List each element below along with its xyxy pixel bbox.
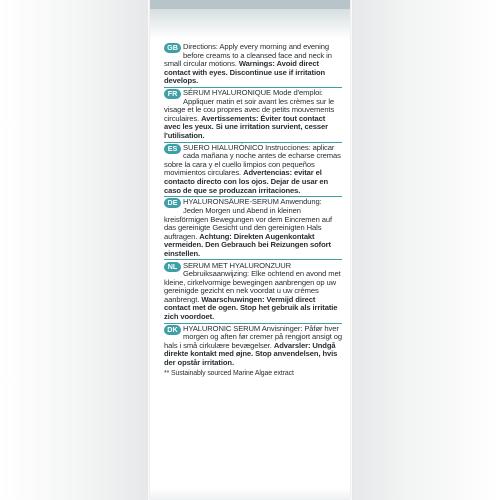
warning-text-nl: Waarschuwingen: Vermijd direct contact met de ogen. Stop het gebruik als irritatie zich voordoet. xyxy=(164,294,338,321)
instructions-text-block xyxy=(164,43,342,378)
directions-text-dk: HYALURONIC SERUM Anvisninger: Påfør hver morgen og aften før cremer på rengjort ansigt og hals i små cirkulære bevægelser. xyxy=(164,323,342,350)
language-badge-fr: FR xyxy=(164,89,181,99)
language-badge-de: DE xyxy=(164,198,181,208)
directions-text-de: HYALURONSÄURE-SERUM Anwendung: Jeden Morgen und Abend in kleinen kreisförmigen Bewegungen vor dem Eincremen auf das gereinigte Gesicht und den gereinigten Hals auftragen. xyxy=(164,197,333,241)
section-de xyxy=(164,198,342,258)
box-top-band xyxy=(150,0,350,38)
section-nl xyxy=(164,262,342,322)
box-bottom-fold xyxy=(150,488,350,500)
warning-text-gb: Warnings: Avoid direct contact with eyes. Discontinue use if irritation develops. xyxy=(164,59,326,86)
box-back-panel xyxy=(150,0,350,500)
warning-text-de: Achtung: Direkten Augenkontakt vermeiden. Den Gebrauch bei Reizungen sofort einstellen. xyxy=(164,231,331,258)
language-badge-es: ES xyxy=(164,144,181,154)
directions-text-gb: Directions: Apply every morning and evening before creams to a cleansed face and neck in small circular motions. xyxy=(164,42,332,69)
warning-text-fr: Avertissements: Éviter tout contact avec les yeux. Si une irritation survient, cesser l'utilisation. xyxy=(164,113,328,140)
section-dk xyxy=(164,325,342,368)
section-gb xyxy=(164,43,342,86)
box-side-left xyxy=(0,0,148,500)
directions-text-nl: SERUM MET HYALURONZUUR Gebruiksaanwijzing: Elke ochtend en avond met kleine, cirkelvormige bewegingen aanbrengen op uw gereinigde gezicht en nek voordat u uw crèmes aanbrengt. xyxy=(164,260,341,304)
language-badge-nl: NL xyxy=(164,262,181,272)
section-es xyxy=(164,144,342,195)
directions-text-es: SUERO HIALURÓNICO Instrucciones: aplicar cada mañana y noche antes de echarse cremas sobre la cara y el cuello limpios con pequeños movimientos circulares. xyxy=(164,142,341,178)
section-fr xyxy=(164,89,342,140)
language-badge-gb: GB xyxy=(164,43,181,53)
box-top-stripe xyxy=(150,0,350,9)
box-side-right xyxy=(352,0,500,500)
language-badge-dk: DK xyxy=(164,325,181,335)
directions-text-fr: SÉRUM HYALURONIQUE Mode d'emploi: Appliquer matin et soir avant les crèmes sur le visage et le cou propres avec de petits mouvements circulaires. xyxy=(164,88,335,123)
footnote-ingredient: ** Sustainably sourced Marine Algae extract xyxy=(164,369,294,377)
warning-text-dk: Advarsler: Undgå direkte kontakt med øjne. Stop anvendelsen, hvis der opstår irritation. xyxy=(164,340,338,368)
warning-text-es: Advertencias: evitar el contacto directo con los ojos. Dejar de usar en caso de que se produzcan irritaciones. xyxy=(164,168,329,195)
